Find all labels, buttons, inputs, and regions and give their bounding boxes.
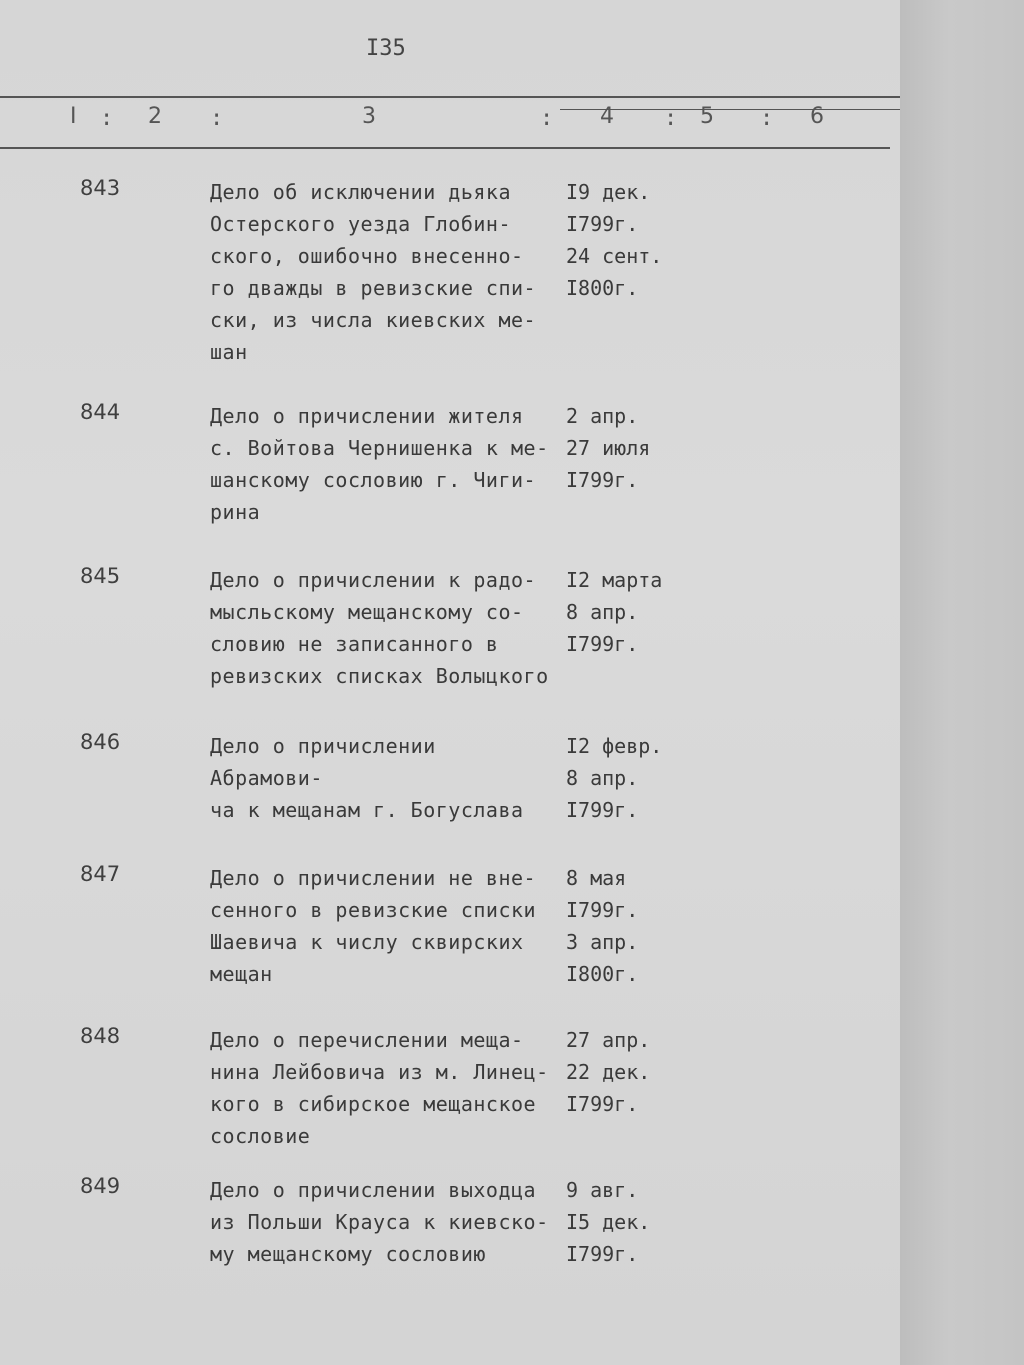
record-dates: 27 апр. 22 дек. I799г. bbox=[566, 1028, 651, 1116]
page-number: I35 bbox=[366, 36, 406, 61]
column-header-4: 4 bbox=[600, 104, 614, 129]
column-header-6: 6 bbox=[810, 104, 824, 129]
record-title: Дело о причислении не вне- сенного в ревизские списки Шаевича к числу сквирских мещан bbox=[210, 866, 537, 986]
record-number: 843 bbox=[80, 176, 121, 200]
column-separator: : bbox=[210, 106, 224, 131]
record-number: 846 bbox=[80, 730, 121, 754]
record-title: Дело о перечислении меща- нина Лейбовича из м. Линец- кого в сибирское мещанское сословие bbox=[210, 1028, 549, 1148]
record-number: 847 bbox=[80, 862, 121, 886]
column-header-1: I bbox=[70, 104, 77, 129]
record-dates: 9 авг. I5 дек. I799г. bbox=[566, 1178, 651, 1266]
column-separator: : bbox=[664, 106, 678, 131]
column-separator: : bbox=[100, 106, 114, 131]
record-number: 844 bbox=[80, 400, 121, 424]
record-title: Дело об исключении дьяка Остерского уезда Глобин- ского, ошибочно внесенно- го дважды в ревизские спи- ски, из числа киевских ме- шан bbox=[210, 180, 537, 364]
record-dates: I2 марта 8 апр. I799г. bbox=[566, 568, 663, 656]
record-dates: I2 февр. 8 апр. I799г. bbox=[566, 734, 663, 822]
record-number: 845 bbox=[80, 564, 121, 588]
record-title: Дело о причислении жителя с. Войтова Чернишенка к ме- шанскому сословию г. Чиги- рина bbox=[210, 404, 549, 524]
column-separator: : bbox=[540, 106, 554, 131]
record-title: Дело о причислении Абрамови- ча к мещанам г. Богуслава bbox=[210, 734, 524, 822]
header-bottom-rule bbox=[0, 147, 890, 149]
column-header-2: 2 bbox=[148, 104, 162, 129]
record-dates: 2 апр. 27 июля I799г. bbox=[566, 404, 651, 492]
header-top-rule bbox=[0, 96, 900, 98]
column-separator: : bbox=[760, 106, 774, 131]
record-number: 848 bbox=[80, 1024, 121, 1048]
record-title: Дело о причислении к радо- мысльскому мещанскому со- словию не записанного в ревизских списках Волыцкого bbox=[210, 568, 549, 688]
record-title: Дело о причислении выходца из Польши Крауса к киевско- му мещанскому сословию bbox=[210, 1178, 549, 1266]
page-shadow-edge bbox=[900, 0, 1024, 1365]
column-header-3: 3 bbox=[362, 104, 376, 129]
record-number: 849 bbox=[80, 1174, 121, 1198]
column-header-5: 5 bbox=[700, 104, 714, 129]
record-dates: I9 дек. I799г. 24 сент. I800г. bbox=[566, 180, 663, 300]
record-dates: 8 мая I799г. 3 апр. I800г. bbox=[566, 866, 639, 986]
